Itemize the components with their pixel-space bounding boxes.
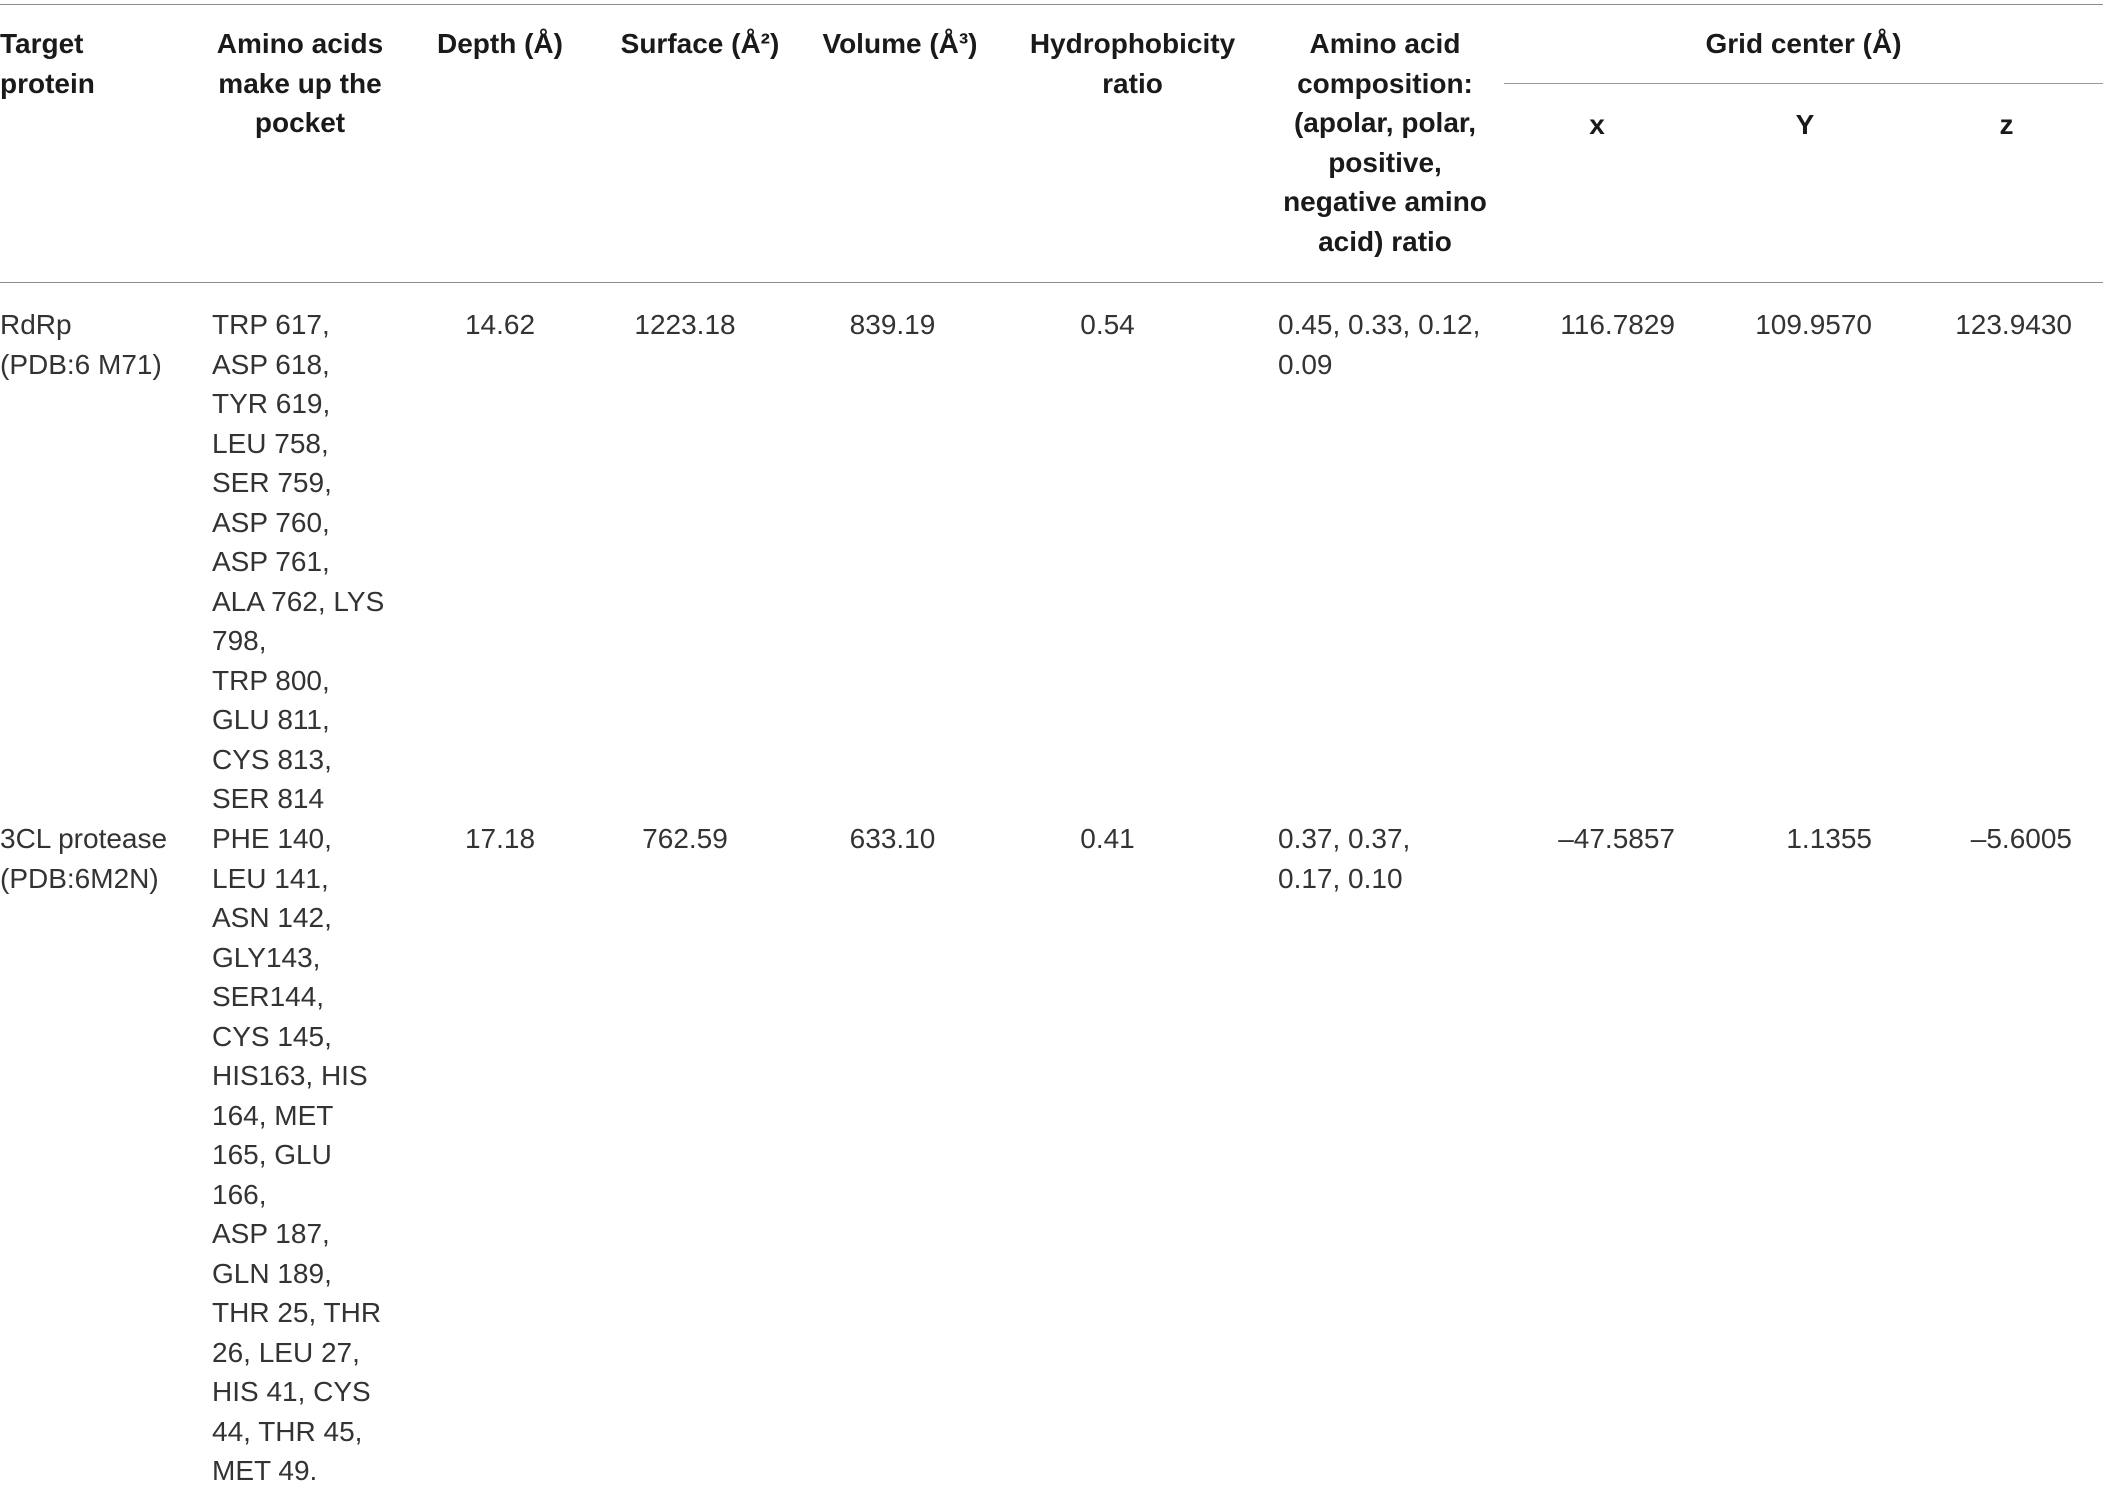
header-text: (apolar, polar, [1293,107,1477,138]
cell-y: 1.1355 [1786,823,1872,854]
cell-y: 109.9570 [1755,309,1872,340]
cell-text: 164, MET [212,1099,334,1131]
header-y: Y [1795,109,1815,140]
cell-text: ASN 142, [212,902,332,933]
cell-text: GLN 189, [212,1257,332,1289]
header-text: Hydrophobicity [1029,28,1236,59]
cell-text: ASP 187, [212,1218,330,1249]
header-text: acid) ratio [1318,225,1452,257]
cell-text: 165, GLU [212,1139,332,1170]
cell-text: TRP 617, [212,309,330,340]
cell-text: ALA 762, LYS [212,585,385,617]
header-x: x [1589,109,1605,140]
table-header-rule [0,282,2103,283]
cell-text: GLY143, [212,941,321,973]
cell-surface: 762.59 [642,823,728,854]
cell-text: 0.37, 0.37, [1278,823,1411,854]
cell-text: MET 49. [212,1455,318,1486]
header-text: Amino acid [1309,28,1461,59]
cell-target [0,819,190,898]
header-z: z [1999,109,2014,140]
cell-text: 166, [212,1178,267,1210]
cell-text: (PDB:6M2N) [0,862,159,894]
cell-x: –47.5857 [1558,823,1675,854]
header-text: ratio [1102,67,1163,99]
cell-text: PHE 140, [212,823,332,854]
cell-text: ASP 760, [212,506,330,538]
cell-text: 0.45, 0.33, 0.12, [1278,309,1481,340]
cell-text: THR 25, THR [212,1297,382,1328]
header-volume: Volume (Å³) [822,28,978,59]
cell-text: SER144, [212,981,325,1012]
cell-surface: 1223.18 [634,309,736,340]
cell-text: SER 814 [212,783,325,814]
cell-text: HIS 41, CYS [212,1376,371,1407]
header-hydrophobicity [1010,24,1255,103]
cell-depth: 17.18 [464,823,536,854]
cell-text: RdRp [0,309,72,340]
cell-amino-acids [212,819,412,1491]
header-text: pocket [254,107,346,138]
cell-text: CYS 813, [212,743,332,775]
cell-hydrophobicity: 0.41 [1080,823,1135,854]
header-text: make up the [218,67,382,99]
cell-x: 116.7829 [1560,309,1675,340]
header-text: Target [0,28,84,59]
cell-volume: 839.19 [849,309,936,340]
cell-composition [1278,819,1508,898]
header-depth: Depth (Å) [437,28,563,59]
cell-text: LEU 758, [212,427,329,459]
cell-text: 0.09 [1278,348,1333,380]
header-composition [1265,24,1505,261]
header-text: composition: [1297,67,1473,99]
header-text: protein [0,67,95,99]
cell-text: LEU 141, [212,862,329,894]
cell-text: 44, THR 45, [212,1415,363,1447]
cell-text: 26, LEU 27, [212,1336,360,1368]
table-top-rule [0,4,2103,5]
header-surface: Surface (Å²) [620,28,780,59]
header-target-protein [0,24,160,103]
cell-hydrophobicity: 0.54 [1080,309,1135,340]
cell-composition [1278,305,1508,384]
grid-center-rule [1504,83,2103,84]
header-grid-center: Grid center (Å) [1705,28,1902,59]
cell-text: 0.17, 0.10 [1278,862,1403,894]
cell-text: 3CL protease [0,823,168,854]
cell-text: SER 759, [212,467,332,498]
cell-text: HIS163, HIS [212,1060,368,1091]
cell-text: ASP 618, [212,348,330,380]
cell-text: GLU 811, [212,704,330,735]
cell-text: TRP 800, [212,664,330,696]
cell-volume: 633.10 [849,823,936,854]
cell-amino-acids [212,305,412,819]
header-text: negative amino [1283,186,1487,217]
cell-text: CYS 145, [212,1020,332,1052]
cell-z: 123.9430 [1955,309,2072,340]
cell-text: 798, [212,625,267,656]
cell-text: ASP 761, [212,546,330,577]
header-text: positive, [1328,146,1442,178]
cell-text: (PDB:6 M71) [0,348,162,380]
header-text: Amino acids [216,28,384,59]
cell-target [0,305,190,384]
cell-depth: 14.62 [464,309,536,340]
header-amino-acids [200,24,400,143]
cell-text: TYR 619, [212,388,331,419]
cell-z: –5.6005 [1970,823,2072,854]
